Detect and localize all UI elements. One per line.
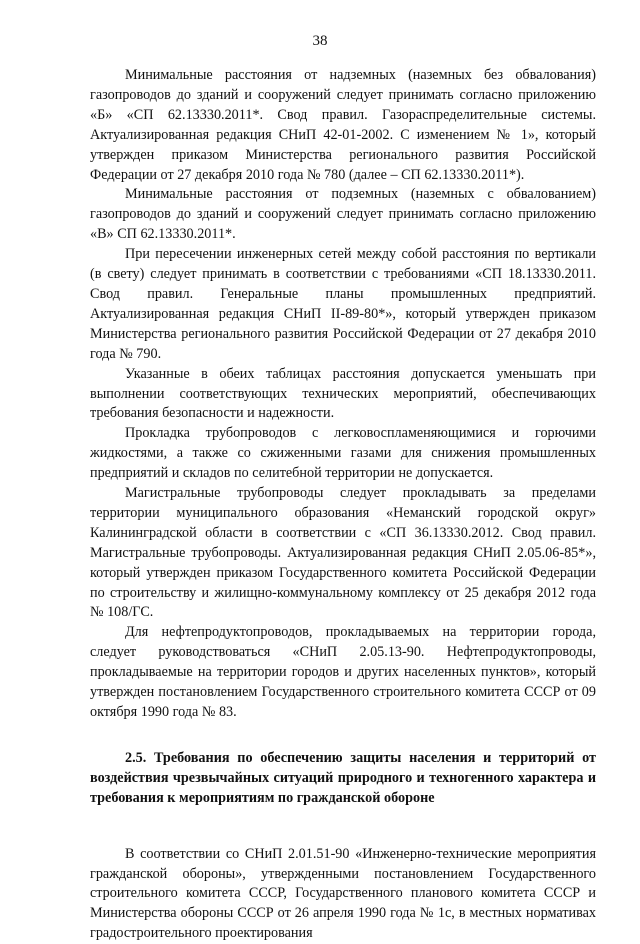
paragraph: В соответствии со СНиП 2.01.51-90 «Инженерно-технические мероприятия гражданской обороны», утвержденными постановлением Государственного строительного комитета СССР, Государственного планового комитета СССР и Министерства обороны СССР от 26 апреля 1990 года № 1с, в местных нормативах градостроительного проектирования bbox=[90, 845, 596, 942]
paragraph: Прокладка трубопроводов с легковоспламеняющимися и горючими жидкостями, а также со сжиженными газами для снижения промышленных предприятий и складов по селитебной территории не допускается. bbox=[90, 425, 596, 482]
paragraph: Минимальные расстояния от подземных (наземных с обвалованием) газопроводов до зданий и сооружений следует принимать согласно приложению «В» СП 62.13330.2011*. bbox=[90, 186, 596, 243]
page-number: 38 bbox=[312, 33, 328, 49]
section-heading: 2.5. Требования по обеспечению защиты населения и территорий от воздействия чрезвычайных ситуаций природного и техногенного характера и требования к мероприятиям по гражданской обороне bbox=[90, 749, 596, 806]
paragraph: Для нефтепродуктопроводов, прокладываемых на территории города, следует руководствоваться «СНиП 2.05.13-90. Нефтепродуктопроводы, прокладываемые на территории городов и других населенных пунктов», который утвержден постановлением Государственного строительного комитета СССР от 09 октября 1990 года № 83. bbox=[90, 624, 596, 720]
paragraph: Минимальные расстояния от надземных (наземных без обвалования) газопроводов до зданий и сооружений следует принимать согласно приложению «Б» «СП 62.13330.2011*. Свод правил. Газораспределительные системы. Актуализированная редакция СНиП 42-01-2002. С изменением № 1», который утвержден приказом Министерства регионального развития Российской Федерации от 27 декабря 2010 года № 780 (далее – СП 62.13330.2011*). bbox=[90, 67, 596, 183]
paragraph: Магистральные трубопроводы следует прокладывать за пределами территории муниципального образования «Неманский городской округ» Калининградской области в соответствии с «СП 36.13330.2012. Свод правил. Магистральные трубопроводы. Актуализированная редакция СНиП 2.05.06-85*», который утвержден приказом Государственного комитета Российской Федерации по строительству и жилищно-коммунальному комплексу от 25 декабря 2012 года № 108/ГС. bbox=[90, 485, 596, 621]
paragraph: При пересечении инженерных сетей между собой расстояния по вертикали (в свету) следует принимать в соответствии с требованиями «СП 18.13330.2011. Свод правил. Генеральные планы промышленных предприятий. Актуализированная редакция СНиП II-89-80*», который утвержден приказом Министерства регионального развития Российской Федерации от 27 декабря 2010 года № 790. bbox=[90, 246, 596, 362]
page-content bbox=[90, 66, 596, 944]
paragraph: Указанные в обеих таблицах расстояния допускается уменьшать при выполнении соответствующих технических мероприятий, обеспечивающих требования безопасности и надежности. bbox=[90, 365, 596, 422]
